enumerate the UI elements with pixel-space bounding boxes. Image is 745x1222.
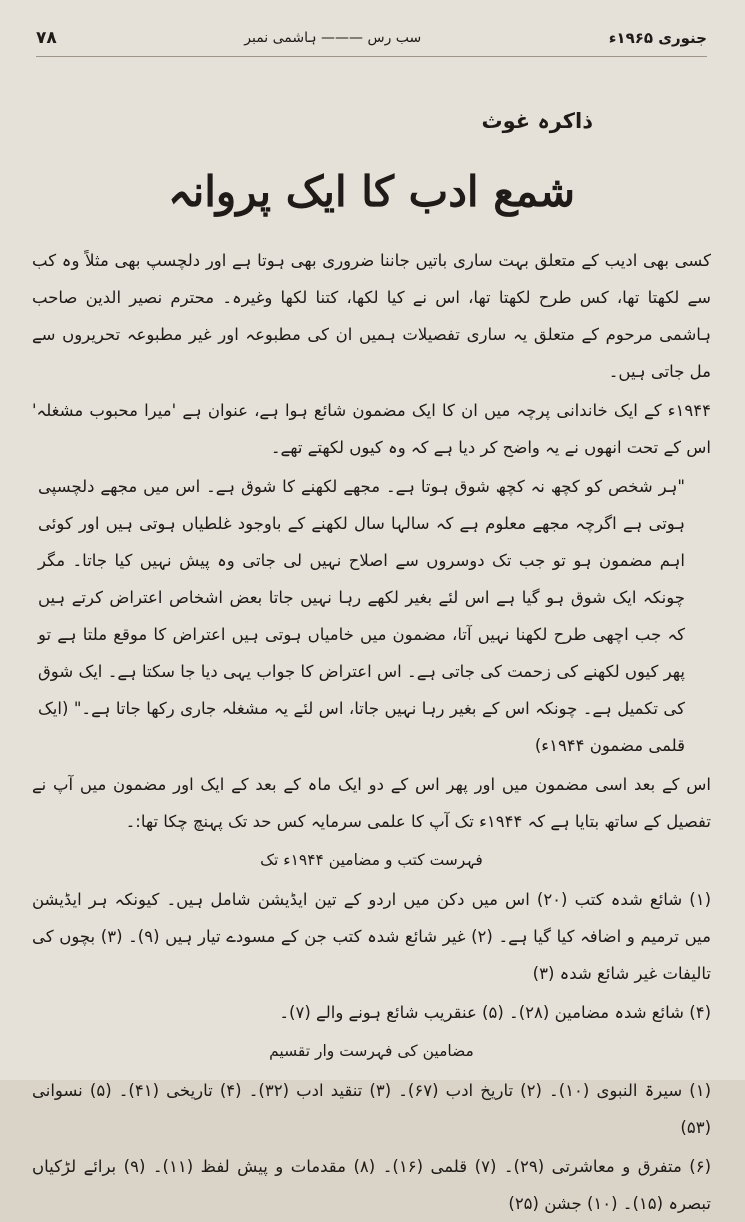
article-title: شمع ادب کا ایک پروانہ — [167, 167, 576, 216]
list-title: فہرست کتب و مضامین ۱۹۴۴ء تک — [260, 851, 483, 869]
article-author: ذاکرہ غوث — [481, 109, 593, 133]
list-line: (۱) شائع شدہ کتب (۲۰) اس میں دکن میں اردو کے تین ایڈیشن شامل ہیں۔ کیونکہ ہر ایڈیشن میں ترمیم و اضافہ کیا گیا ہے۔ (۲) غیر شائع شدہ کتب جن کے مسودے تیار ہیں (۹)۔ (۳) بچوں کی تالیفات غیر شائع شدہ (۳) — [32, 890, 711, 983]
classification-title: مضامین کی فہرست وار تقسیم — [269, 1042, 474, 1060]
quote-paragraph: "ہر شخص کو کچھ نہ کچھ شوق ہوتا ہے۔ مجھے لکھنے کا شوق ہے۔ اس میں مجھے دلچسپی ہوتی ہے اگرچہ مجھے معلوم ہے کہ سالہا سال لکھنے کے باوجود غلطیاں ہوتی ہیں اور کوئی اہم مضمون ہو تو جب تک دوسروں سے اصلاح نہیں لی جاتی وہ پیش نہیں کیا جاتا۔ مگر چونکہ ایک شوق ہو گیا ہے اس لئے بغیر لکھے رہا نہیں جاتا بعض اشخاص اعتراض کرتے ہیں کہ جب اچھی طرح لکھنا نہیں آتا، مضمون میں خامیاں ہوتی ہیں اعتراض کا موقع ملتا ہے تو پھر کیوں لکھنے کی زحمت کی جاتی ہے۔ اس اعتراض کا جواب یہی دیا جا سکتا ہے۔ ایک شوق کی تکمیل ہے۔ چونکہ اس کے بغیر رہا نہیں جاتا، اس لئے یہ مشغلہ جاری رکھا جاتا ہے۔" (ایک قلمی مضمون ۱۹۴۴ء) — [38, 477, 685, 755]
paragraph-3: اس کے بعد اسی مضمون میں اور پھر اس کے دو ایک ماہ کے بعد کے ایک اور مضمون میں آپ نے تفصیل کے ساتھ بتایا ہے کہ ۱۹۴۴ء تک آپ کا علمی سرمایہ کس حد تک پہنچ چکا تھا:۔ — [32, 775, 711, 831]
article-body — [32, 242, 711, 1222]
header-date: جنوری ۱۹۶۵ء — [608, 29, 707, 47]
page-number: ۷۸ — [36, 28, 57, 48]
classification-line: (۱) سیرۃ النبوی (۱۰)۔ (۲) تاریخ ادب (۶۷)۔ (۳) تنقید ادب (۳۲)۔ (۴) تاریخی (۴۱)۔ (۵) نسوانی (۵۳) — [32, 1081, 712, 1137]
header-magazine-title: سب رس ——— ہاشمی نمبر — [244, 30, 422, 46]
classification-line: (۶) متفرق و معاشرتی (۲۹)۔ (۷) قلمی (۱۶)۔ (۸) مقدمات و پیش لفظ (۱۱)۔ (۹) برائے لڑکیاں تبصرہ (۱۵)۔ (۱۰) جشن (۲۵) — [32, 1157, 712, 1213]
paragraph-2: ۱۹۴۴ء کے ایک خاندانی پرچہ میں ان کا ایک مضمون شائع ہوا ہے، عنوان ہے 'میرا محبوب مشغلہ' اس کے تحت انھوں نے یہ واضح کر دیا ہے کہ وہ کیوں لکھتے تھے۔ — [32, 401, 711, 457]
page-header — [36, 20, 707, 57]
intro-paragraph: کسی بھی ادیب کے متعلق بہت ساری باتیں جاننا ضروری بھی ہوتا ہے اور دلچسپ بھی مثلاً وہ کب سے لکھتا تھا، کس طرح لکھتا تھا، اس نے کیا لکھا، کتنا لکھا وغیرہ۔ محترم نصیر الدین صاحب ہاشمی مرحوم کے متعلق یہ ساری تفصیلات ہمیں ان کی مطبوعہ اور غیر مطبوعہ تحریروں سے مل جاتی ہیں۔ — [32, 251, 711, 381]
list-line: (۴) شائع شدہ مضامین (۲۸)۔ (۵) عنقریب شائع ہونے والے (۷)۔ — [279, 1003, 711, 1022]
